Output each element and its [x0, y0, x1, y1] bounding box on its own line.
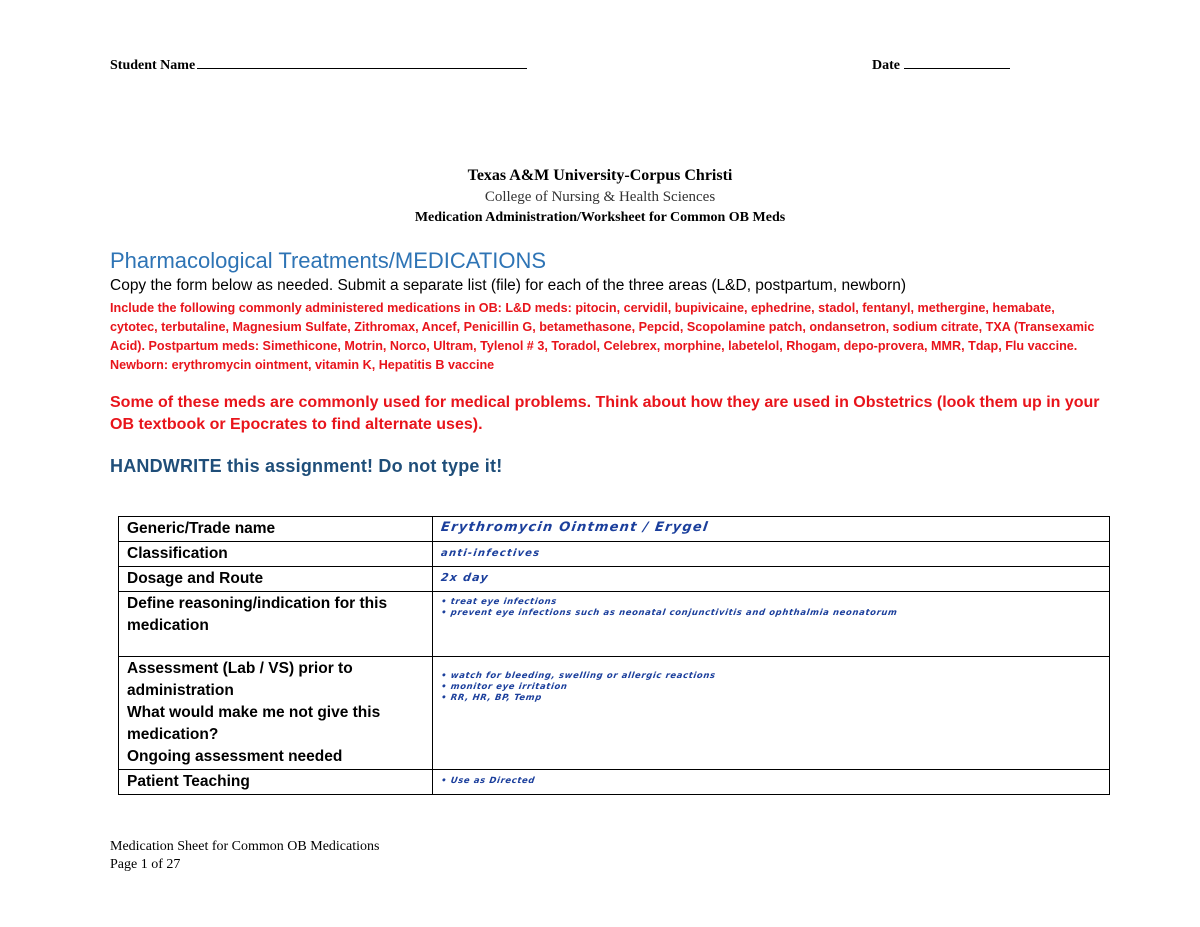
row-value [433, 657, 1110, 770]
medication-list: Include the following commonly administered medications in OB: L&D meds: pitocin, cervidil, bupivicaine, ephedrine, stadol, fentanyl, methergine, hemabate, cytotec, terbutaline, Magnesium Sulfate, Zithromax, Ancef, Penicillin G, betamethasone, Pepcid, Scopolamine patch, ondansetron, sodium citrate, TXA (Transexamic Acid). Postpartum meds: Simethicone, Motrin, Norco, Ultram, Tylenol # 3, Toradol, Celebrex, morphine, labetelol, Rhogam, depo-provera, MMR, Tdap, Flu vaccine. Newborn: erythromycin ointment, vitamin K, Hepatitis B vaccine [110, 301, 1095, 372]
student-name-blank [197, 56, 527, 69]
date-field [872, 56, 1010, 74]
row-value [433, 770, 1110, 795]
handwritten-answer: 2x day [440, 571, 490, 584]
handwritten-answer: • Use as Directed [440, 776, 536, 786]
table-row [119, 517, 1110, 542]
row-label: Define reasoning/indication for this medication [119, 592, 433, 657]
row-value [433, 567, 1110, 592]
row-label-multi [119, 657, 433, 770]
handwritten-answer: • treat eye infections [440, 597, 558, 607]
footer-title: Medication Sheet for Common OB Medications [110, 839, 380, 854]
handwritten-answer: Erythromycin Ointment / Erygel [439, 520, 710, 535]
row-value [433, 517, 1110, 542]
label-line: What would make me not give this medication? [127, 704, 381, 743]
worksheet-title: Medication Administration/Worksheet for Common OB Meds [414, 210, 786, 225]
row-label: Patient Teaching [119, 770, 433, 795]
student-name-field [110, 56, 527, 74]
row-label: Dosage and Route [119, 567, 433, 592]
label-line: Assessment (Lab / VS) prior to administration [127, 660, 353, 699]
row-label: Generic/Trade name [119, 517, 433, 542]
medication-form-table [118, 516, 1110, 795]
row-value [433, 542, 1110, 567]
table-row [119, 657, 1110, 770]
table-row [119, 770, 1110, 795]
student-name-label: Student Name [110, 58, 196, 73]
row-value [433, 592, 1110, 657]
label-line: Ongoing assessment needed [127, 748, 343, 765]
university-name: Texas A&M University-Corpus Christi [467, 167, 733, 184]
table-row [119, 542, 1110, 567]
date-label: Date [872, 58, 900, 73]
row-label: Classification [119, 542, 433, 567]
page-number: Page 1 of 27 [110, 857, 181, 872]
date-blank [904, 56, 1010, 69]
table-row [119, 567, 1110, 592]
usage-note: Some of these meds are commonly used for medical problems. Think about how they are used in Obstetrics (look them up in your OB textbook or Epocrates to find alternate uses). [110, 394, 1100, 433]
handwritten-answer: • prevent eye infections such as neonatal conjunctivitis and ophthalmia neonatorum [440, 608, 899, 618]
section-heading: Pharmacological Treatments/MEDICATIONS [110, 248, 547, 273]
handwritten-answer: • RR, HR, BP, Temp [440, 693, 543, 703]
table-row [119, 592, 1110, 657]
handwritten-answer: • monitor eye irritation [440, 682, 569, 692]
handwrite-note: HANDWRITE this assignment! Do not type it! [110, 456, 503, 476]
handwritten-answer: anti-infectives [440, 548, 542, 559]
handwritten-answer: • watch for bleeding, swelling or allergic reactions [440, 671, 717, 681]
college-name: College of Nursing & Health Sciences [484, 189, 716, 205]
copy-instruction: Copy the form below as needed. Submit a separate list (file) for each of the three areas (L&D, postpartum, newborn) [110, 277, 907, 294]
